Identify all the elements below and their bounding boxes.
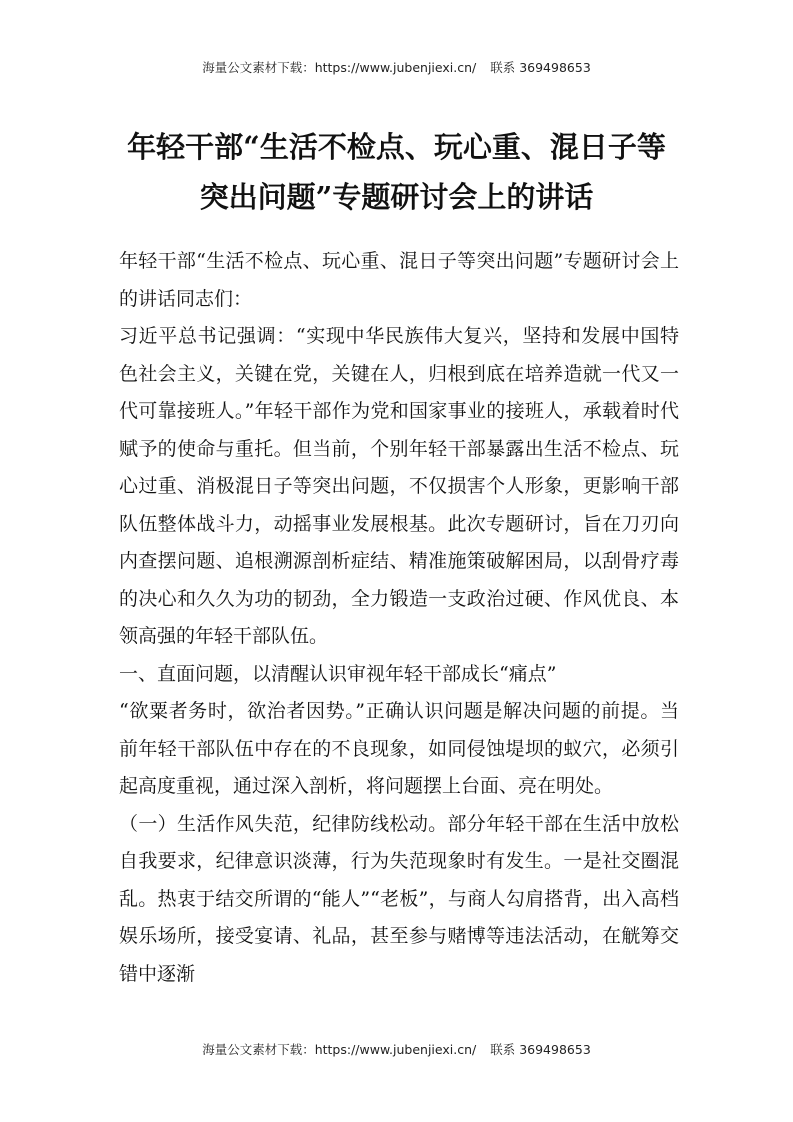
footer-download-text: 海量公文素材下载：https://www.jubenjiexi.cn/ (202, 1042, 477, 1057)
section-heading-1: 一、直面问题，以清醒认识审视年轻干部成长“痛点” (119, 662, 557, 685)
paragraph-subsection-1: （一）生活作风失范，纪律防线松动。部分年轻干部在生活中放松自我要求，纪律意识淡薄，行为失范现象时有发生。一是社交圈混乱。热衷于结交所谓的“能人”“老板”，与商人勾肩搭背，出入高档娱乐场所，接受宴请、礼品，甚至参与赌博等违法活动，在觥筹交错中逐渐 (119, 812, 679, 985)
footer-contact-text: 联系 369498653 (490, 1042, 591, 1057)
page-footer (0, 1040, 793, 1058)
page-header (0, 58, 793, 76)
title-line-1: 年轻干部“生活不检点、玩心重、混日子等 (127, 130, 666, 164)
paragraph-section-1: “欲粟者务时，欲治者因势。”正确认识问题是解决问题的前提。当前年轻干部队伍中存在的不良现象，如同侵蚀堤坝的蚁穴，必须引起高度重视，通过深入剖析，将问题摆上台面、亮在明处。 (119, 700, 679, 797)
paragraph-opening: 习近平总书记强调：“实现中华民族伟大复兴，坚持和发展中国特色社会主义，关键在党，关键在人，归根到底在培养造就一代又一代可靠接班人。”年轻干部作为党和国家事业的接班人，承载着时代赋予的使命与重托。但当前，个别年轻干部暴露出生活不检点、玩心过重、消极混日子等突出问题，不仅损害个人形象，更影响干部队伍整体战斗力，动摇事业发展根基。此次专题研讨，旨在刀刃向内查摆问题、追根溯源剖析症结、精准施策破解困局，以刮骨疗毒的决心和久久为功的韧劲，全力锻造一支政治过硬、作风优良、本领高强的年轻干部队伍。 (119, 325, 679, 647)
paragraph-intro: 年轻干部“生活不检点、玩心重、混日子等突出问题”专题研讨会上的讲话同志们： (119, 250, 679, 310)
header-contact-text: 联系 369498653 (490, 60, 591, 75)
document-body (119, 243, 679, 993)
title-line-2: 突出问题”专题研讨会上的讲话 (199, 180, 594, 214)
header-download-text: 海量公文素材下载：https://www.jubenjiexi.cn/ (202, 60, 477, 75)
document-title (60, 122, 733, 222)
